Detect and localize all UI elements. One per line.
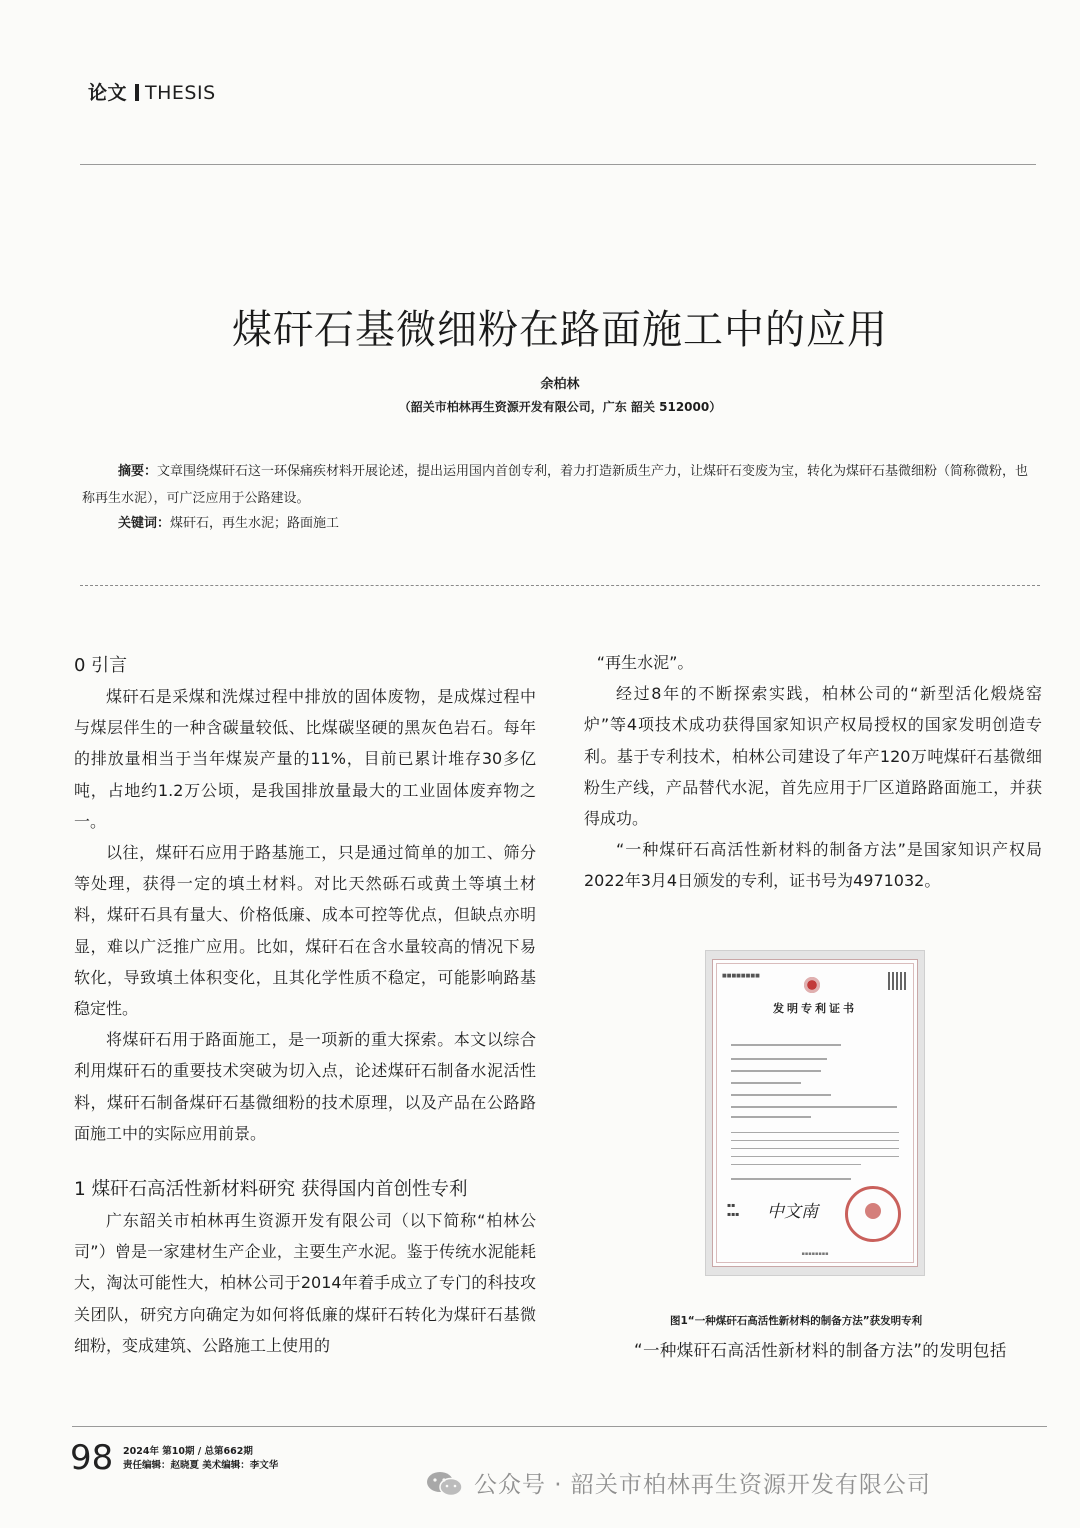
- qr-code-icon: [888, 972, 906, 990]
- dashed-divider: [80, 585, 1040, 586]
- heading-introduction: 0 引言: [74, 655, 128, 676]
- emblem-icon: [802, 976, 822, 994]
- certificate-text-line: [731, 1164, 861, 1165]
- certificate-text-line: [731, 1044, 841, 1046]
- certificate-title: 发明专利证书: [773, 1002, 857, 1015]
- patent-certificate: [712, 959, 918, 1267]
- top-rule: [80, 164, 1036, 165]
- certificate-text-line: [731, 1070, 821, 1072]
- keywords: [118, 510, 339, 537]
- right-paragraph-2: “一种煤矸石高活性新材料的制备方法”是国家知识产权局2022年3月4日颁发的专利，证书号为4971032。: [584, 840, 1042, 891]
- signature-label: ▪▪ ▪▪▪: [727, 1202, 740, 1218]
- patent-certificate-figure: [706, 951, 924, 1275]
- certificate-text-line: [731, 1140, 899, 1141]
- watermark: [426, 1466, 931, 1499]
- signature-image: 中文南: [767, 1202, 818, 1222]
- certificate-footer: ▪▪▪▪▪▪▪▪: [801, 1251, 829, 1257]
- heading-section-1: 1 煤矸石高活性新材料研究 获得国内首创性专利: [74, 1179, 468, 1201]
- certificate-text-line: [731, 1094, 831, 1096]
- certificate-text-line: [731, 1132, 899, 1133]
- certificate-text-line: [731, 1178, 851, 1180]
- section-label-en: THESIS: [145, 82, 216, 104]
- abstract-text: 文章围绕煤矸石这一环保痛疾材料开展论述，提出运用国内首创专利，着力打造新质生产力，让煤矸石变废为宝，转化为煤矸石基微细粉（简称微粉，也称再生水泥），可广泛应用于公路建设。: [82, 464, 1029, 506]
- article-title: 煤矸石基微细粉在路面施工中的应用: [232, 307, 888, 353]
- certificate-text-line: [731, 1148, 899, 1149]
- certificate-text-line: [731, 1156, 899, 1157]
- intro-paragraph-2: 以往，煤矸石应用于路基施工，只是通过简单的加工、筛分等处理，获得一定的填土材料。对比天然砾石或黄土等填土材料，煤矸石具有量大、价格低廉、成本可控等优点，但缺点亦明显，难以广泛推广应用。比如，煤矸石在含水量较高的情况下易软化，导致填土体积变化，且其化学性质不稳定，可能影响路基稳定性。: [74, 843, 536, 1019]
- bottom-rule: [72, 1426, 1047, 1427]
- right-paragraph-1: 经过8年的不断探索实践，柏林公司的“新型活化煅烧窑炉”等4项技术成功获得国家知识产权局授权的国家发明创造专利。基于专利技术，柏林公司建设了年产120万吨煤矸石基微细粉生产线，产品替代水泥，首先应用于厂区道路路面施工，并获得成功。: [584, 684, 1042, 829]
- section-separator: [135, 84, 139, 101]
- article-affiliation: （韶关市柏林再生资源开发有限公司，广东 韶关 512000）: [398, 400, 722, 414]
- certificate-number-line: ■■■■■■■■: [722, 973, 760, 979]
- abstract: [82, 458, 1040, 512]
- certificate-text-line: [731, 1058, 827, 1060]
- editor-info: 责任编辑：赵晓夏 美术编辑：李文华: [123, 1460, 279, 1471]
- section-label-cn: 论文: [88, 82, 128, 104]
- keywords-text: 煤矸石，再生水泥；路面施工: [170, 516, 340, 531]
- watermark-text: 公众号 · 韶关市柏林再生资源开发有限公司: [474, 1472, 931, 1498]
- certificate-text-line: [731, 1106, 897, 1108]
- after-figure-text: “一种煤矸石高活性新材料的制备方法”的发明包括: [634, 1341, 1007, 1360]
- keywords-label: 关键词：: [118, 516, 171, 531]
- right-column: [584, 647, 1042, 897]
- figure-caption: 图1“一种煤矸石高活性新材料的制备方法”获发明专利: [670, 1315, 923, 1327]
- certificate-text-line: [731, 1082, 801, 1084]
- continued-line: “再生水泥”。: [596, 653, 694, 672]
- certificate-text-line: [731, 1116, 811, 1118]
- left-column: [74, 651, 536, 1361]
- intro-paragraph-3: 将煤矸石用于路面施工，是一项新的重大探索。本文以综合利用煤矸石的重要技术突破为切入点，论述煤矸石制备水泥活性料，煤矸石制备煤矸石基微细粉的技术原理，以及产品在公路路面施工中的实际应用前景。: [74, 1030, 536, 1143]
- abstract-label: 摘要：: [118, 464, 158, 479]
- article-author: 余柏林: [540, 377, 580, 392]
- section-tag: [88, 78, 216, 105]
- page-number: 98: [70, 1438, 114, 1478]
- issue-info: 2024年 第10期 / 总第662期: [123, 1446, 253, 1457]
- section-1-paragraph-1: 广东韶关市柏林再生资源开发有限公司（以下简称“柏林公司”）曾是一家建材生产企业，主要生产水泥。鉴于传统水泥能耗大，淘汰可能性大，柏林公司于2014年着手成立了专门的科技攻关团队，研究方向确定为如何将低廉的煤矸石转化为煤矸石基微细粉，变成建筑、公路施工上使用的: [74, 1211, 536, 1355]
- official-seal: [845, 1186, 901, 1242]
- intro-paragraph-1: 煤矸石是采煤和洗煤过程中排放的固体废物，是成煤过程中与煤层伴生的一种含碳量较低、比煤碳坚硬的黑灰色岩石。每年的排放量相当于当年煤炭产量的11%，目前已累计堆存30多亿吨，占地约1.2万公顷，是我国排放量最大的工业固体废弃物之一。: [74, 687, 536, 831]
